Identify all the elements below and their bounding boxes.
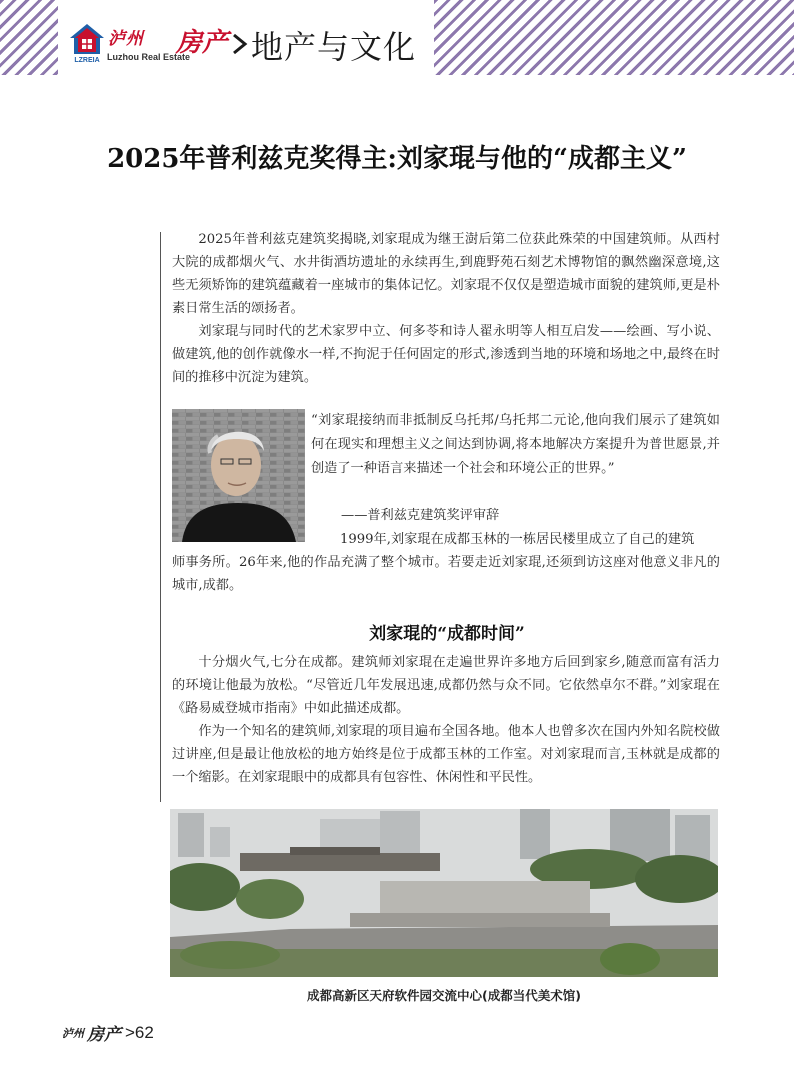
brand-name-cn: 泸州 (108, 29, 144, 49)
page-number: >62 (125, 1022, 154, 1042)
quote-attribution: ——普利兹克建筑奖评审辞 (341, 508, 500, 523)
page-footer (62, 1020, 154, 1045)
photo-caption: 成都高新区天府软件园交流中心(成都当代美术馆) (307, 988, 581, 1003)
pritzker-quote: “刘家琨接纳而非抵制反乌托邦/乌托邦二元论,他向我们展示了建筑如何在现实和理想主义之间达到协调,将本地解决方案提升为普世愿景,并创造了一种语言来描述一个社会和环境公正的世界。” (311, 413, 720, 476)
paragraph-1: 2025年普利兹克建筑奖揭晓,刘家琨成为继王澍后第二位获此殊荣的中国建筑师。从西村大院的成都烟火气、水井街酒坊遗址的永续再生,到鹿野苑石刻艺术博物馆的飘然幽深意境,这些无须矫饰的建筑蕴藏着一座城市的集体记忆。刘家琨不仅仅是塑造城市面貌的建筑师,更是朴素日常生活的颂扬者。 (172, 232, 720, 316)
footer-brand-cn: 泸州 (62, 1026, 84, 1040)
header-stripes-left (0, 0, 58, 75)
paragraph-4: 十分烟火气,七分在成都。建筑师刘家琨在走遍世界许多地方后回到家乡,随意而富有活力的环境让他最为放松。“尽管近几年发展迅速,成都仍然与众不同。它依然卓尔不群。”刘家琨在《路易威登城市指南》中如此描述成都。 (172, 655, 720, 716)
logo-text: LZREIA (74, 57, 100, 64)
section-title: 地产与文化 (251, 28, 417, 66)
chevron-right-icon (229, 32, 251, 56)
paragraph-3 (172, 528, 720, 597)
footer-brand-mark: 房产 (87, 1025, 121, 1045)
house-logo-icon (68, 22, 106, 66)
brand-name-en: Luzhou Real Estate (107, 52, 191, 62)
article-body-bottom (172, 651, 720, 789)
section-subheading: 刘家琨的“成都时间” (369, 624, 525, 644)
article-body-top (172, 228, 720, 389)
paragraph-2: 刘家琨与同时代的艺术家罗中立、何多苓和诗人翟永明等人相互启发——绘画、写小说、做建筑,他的创作就像水一样,不拘泥于任何固定的形式,渗透到当地的环境和场地之中,最终在时间的推移中沉淀为建筑。 (172, 324, 720, 385)
brand-mark: 房产 (176, 28, 229, 58)
header-banner (58, 0, 434, 75)
left-vertical-rule (160, 232, 161, 802)
header-stripes-right (434, 0, 794, 75)
paragraph-3-line-1: 1999年,刘家琨在成都玉林的一栋居民楼里成立了自己的建筑 (340, 532, 695, 547)
article-title: 2025年普利兹克奖得主:刘家琨与他的“成都主义” (107, 144, 687, 174)
portrait-photo (172, 409, 305, 542)
museum-photo (170, 809, 718, 977)
paragraph-5: 作为一个知名的建筑师,刘家琨的项目遍布全国各地。他本人也曾多次在国内外知名院校做过讲座,但是最让他放松的地方始终是位于成都玉林的工作室。对刘家琨而言,玉林就是成都的一个缩影。在刘家琨眼中的成都具有包容性、休闲性和平民性。 (172, 724, 720, 785)
paragraph-3-rest: 师事务所。26年来,他的作品充满了整个城市。若要走近刘家琨,还须到访这座对他意义非凡的城市,成都。 (172, 555, 720, 593)
